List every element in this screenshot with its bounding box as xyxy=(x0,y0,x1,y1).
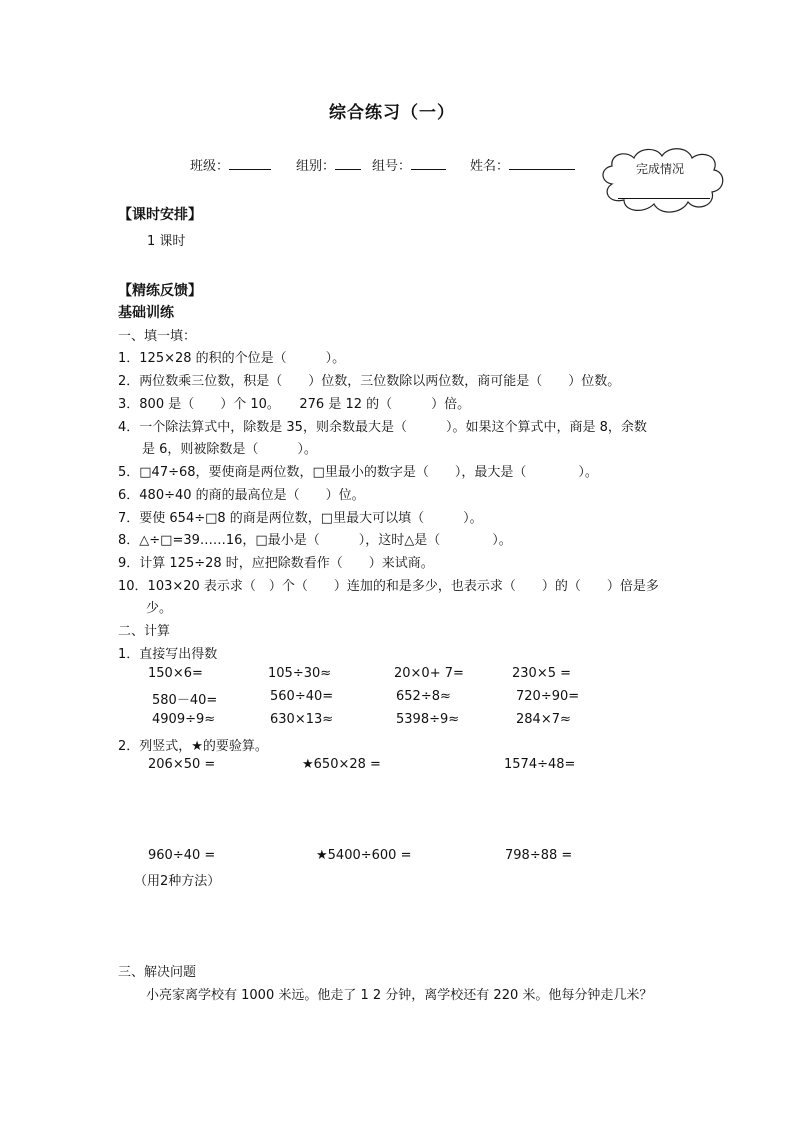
completion-cloud xyxy=(596,144,730,222)
group-no-blank xyxy=(411,157,446,170)
vertical-item: 960÷40 = xyxy=(148,848,216,863)
group-blank xyxy=(335,157,361,170)
fill-item: 1．125×28 的积的个位是（ ）。 xyxy=(118,351,346,366)
group-no-field xyxy=(372,155,446,174)
oral-item: 5398÷9≈ xyxy=(396,712,460,727)
basic-training-heading: 基础训练 xyxy=(118,305,174,321)
schedule-heading: 【课时安排】 xyxy=(118,207,202,223)
vertical-calc-heading: 2．列竖式，★的要验算。 xyxy=(118,739,268,754)
vertical-item: 1574÷48= xyxy=(504,757,576,772)
class-blank xyxy=(229,157,271,170)
oral-item: 720÷90= xyxy=(516,689,580,704)
fill-item: 6．480÷40 的商的最高位是（ ）位。 xyxy=(118,488,365,503)
oral-item: 630×13≈ xyxy=(270,712,334,727)
class-field xyxy=(190,155,271,174)
oral-item: 284×7≈ xyxy=(516,712,571,727)
completion-label: 完成情况 xyxy=(636,162,685,176)
fill-item: 8．△÷□=39……16，□最小是（ ），这时△是（ ）。 xyxy=(118,533,512,548)
oral-item: 150×6= xyxy=(148,666,203,681)
completion-blank xyxy=(618,198,710,199)
class-label: 班级： xyxy=(190,159,230,174)
page-title: 综合练习（一） xyxy=(329,103,455,123)
fill-item: 4．一个除法算式中，除数是 35，则余数最大是（ ）。如果这个算式中，商是 8，余数 xyxy=(118,420,647,435)
vertical-item: ★5400÷600 = xyxy=(316,848,412,863)
fill-item: 7．要使 654÷□8 的商是两位数，□里最大可以填（ ）。 xyxy=(118,511,483,526)
oral-item: 230×5 = xyxy=(512,666,572,681)
fill-item: 2．两位数乘三位数，积是（ ）位数，三位数除以两位数，商可能是（ ）位数。 xyxy=(118,374,621,389)
fill-item: 9．计算 125÷28 时，应把除数看作（ ）来试商。 xyxy=(118,556,434,571)
oral-item: 4909÷9≈ xyxy=(152,712,216,727)
oral-item: 105÷30≈ xyxy=(268,666,332,681)
name-blank xyxy=(509,157,575,170)
oral-calc-heading: 1．直接写出得数 xyxy=(118,647,218,662)
group-label: 组别： xyxy=(296,159,336,174)
section2-heading: 二、计算 xyxy=(118,624,171,639)
section3-heading: 三、解决问题 xyxy=(118,965,197,980)
section1-heading: 一、填一填： xyxy=(118,329,197,344)
schedule-value: 1 课时 xyxy=(147,234,186,249)
fill-item: 少。 xyxy=(146,601,173,616)
oral-item: 580－40= xyxy=(152,693,218,708)
word-problem: 小亮家离学校有 1000 米远。他走了 1 2 分钟，离学校还有 220 米。他每分钟走几米？ xyxy=(146,988,653,1003)
name-label: 姓名： xyxy=(470,159,510,174)
oral-item: 652÷8≈ xyxy=(396,689,451,704)
fill-item: 3．800 是（ ）个 10。 276 是 12 的（ ）倍。 xyxy=(118,397,471,412)
oral-item: 560÷40= xyxy=(270,689,334,704)
name-field xyxy=(470,155,575,174)
fill-item: 10．103×20 表示求（ ）个（ ）连加的和是多少，也表示求（ ）的（ ）倍是多 xyxy=(118,579,659,594)
fill-item: 5．□47÷68，要使商是两位数，□里最小的数字是（ ），最大是（ ）。 xyxy=(118,465,598,480)
vertical-item: ★650×28 = xyxy=(302,757,381,772)
method-note: （用2种方法） xyxy=(134,874,221,889)
group-field xyxy=(296,155,361,174)
fill-item: 是 6，则被除数是（ ）。 xyxy=(142,442,317,457)
vertical-item: 206×50 = xyxy=(148,757,216,772)
feedback-heading: 【精练反馈】 xyxy=(118,283,202,299)
group-no-label: 组号： xyxy=(372,159,412,174)
vertical-item: 798÷88 = xyxy=(505,848,573,863)
oral-item: 20×0+ 7= xyxy=(394,666,464,681)
